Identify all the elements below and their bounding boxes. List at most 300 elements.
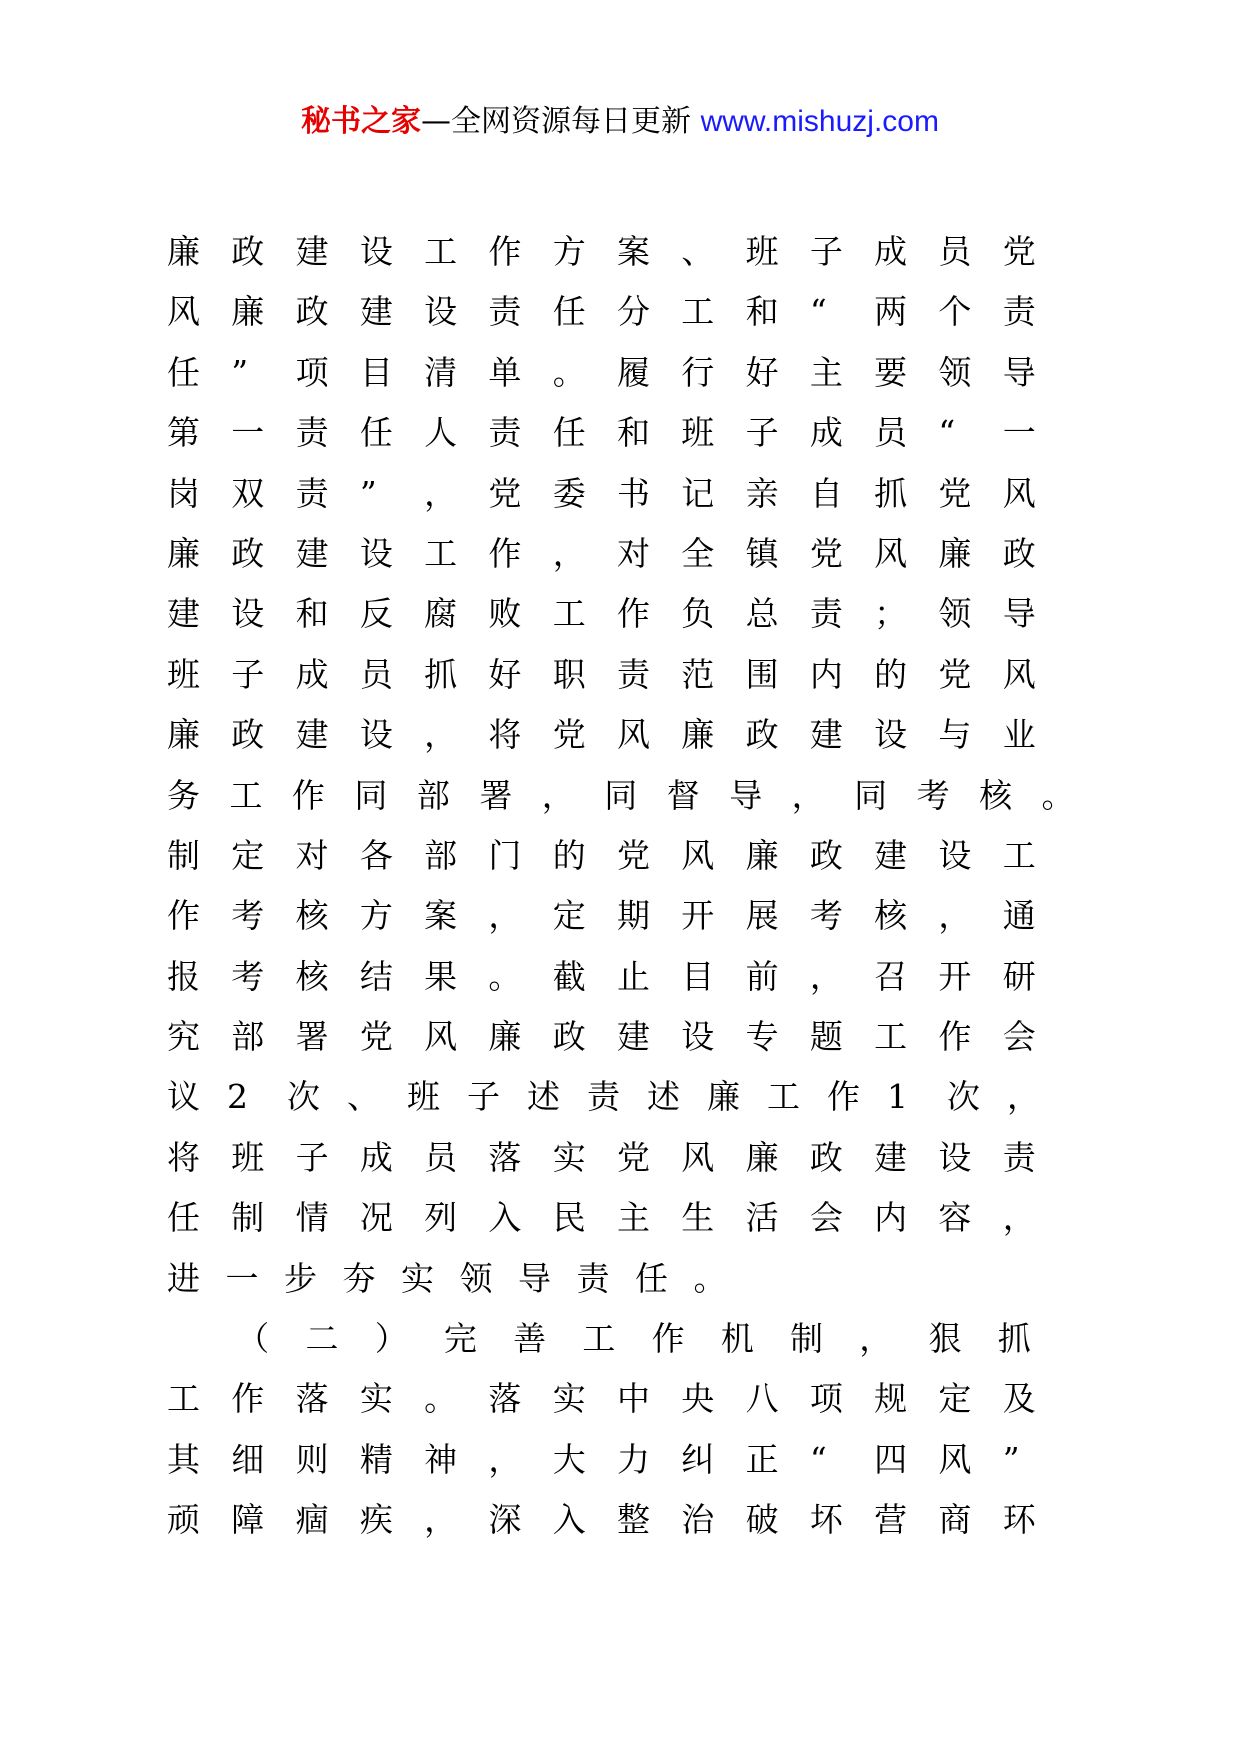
text-char: 署 [479,775,513,815]
text-char: ” [1002,1439,1020,1479]
text-char: 内 [874,1198,908,1238]
text-char: 廉 [231,292,265,332]
text-char: 班 [681,413,715,453]
text-char: 究 [167,1017,200,1057]
text-line [167,826,1067,886]
text-char: 会 [809,1198,843,1238]
text-line [167,947,1067,1007]
text-line [167,584,1067,644]
text-char: 抓 [997,1319,1031,1359]
text-char: 次 [287,1077,320,1117]
text-line [167,524,1067,584]
text-char: 岗 [167,473,200,513]
text-char: 实 [401,1258,434,1298]
text-char: 廉 [167,533,200,573]
text-char: 导 [1002,594,1036,634]
text-char: 制 [167,835,200,875]
text-char: 前 [745,956,779,996]
text-char: 展 [745,896,779,936]
text-char: 风 [681,1137,715,1177]
text-char: 及 [1002,1379,1036,1419]
text-char: 廉 [745,1137,779,1177]
text-char: 务 [167,775,200,815]
text-char: 抓 [424,654,458,694]
text-char: 政 [231,533,265,573]
text-char: 一 [225,1258,259,1298]
text-char: 会 [1002,1017,1036,1057]
text-char: 责 [809,594,843,634]
text-char: 工 [229,775,263,815]
text-char: 目 [359,352,393,392]
text-char: 建 [809,715,843,755]
text-char: 作 [617,594,650,634]
text-char: 考 [916,775,950,815]
text-char: 生 [681,1198,715,1238]
text-char: 两 [874,292,908,332]
text-char: 委 [552,473,586,513]
text-char: 风 [1002,654,1036,694]
text-char: 政 [809,835,843,875]
text-char: 范 [681,654,715,694]
text-char: 总 [745,594,779,634]
text-char: 镇 [745,533,779,573]
text-char: 亲 [745,473,779,513]
text-char: 治 [681,1500,715,1540]
text-char: 全 [681,533,715,573]
text-char: 建 [874,835,908,875]
text-char: 坏 [809,1500,843,1540]
text-char: 工 [874,1017,908,1057]
text-char: 核 [295,896,329,936]
text-line [167,1067,1067,1127]
text-char: 成 [874,232,908,271]
text-char: 纠 [681,1439,715,1479]
text-char: 导 [518,1258,551,1298]
text-line [167,1369,1067,1429]
text-char: 民 [552,1198,586,1238]
text-char: “ [938,413,956,453]
text-char: 方 [359,896,393,936]
text-char: 责 [295,473,329,513]
text-char: 工 [1002,835,1036,875]
text-char: 1 [887,1077,908,1117]
text-char: 党 [617,835,650,875]
text-char: 目 [681,956,715,996]
text-char: 召 [874,956,908,996]
text-char: 政 [809,1137,843,1177]
text-char: ， [1002,1198,1036,1238]
text-char: 制 [231,1198,265,1238]
text-char: 员 [874,413,908,453]
text-char: 考 [809,896,843,936]
text-char: 任 [167,352,200,392]
text-char: 同 [354,775,388,815]
text-char: 署 [295,1017,329,1057]
text-char: 建 [874,1137,908,1177]
text-char: 的 [874,654,908,694]
text-char: ， [424,1500,458,1540]
text-char: ， [541,775,575,815]
text-char: 项 [295,352,329,392]
text-char: 人 [424,413,458,453]
site-header [0,100,1240,144]
text-char: 神 [424,1439,458,1479]
text-char: 工 [552,594,586,634]
text-char: 门 [488,835,522,875]
text-char: 案 [424,896,458,936]
text-char: 一 [231,413,265,453]
text-line [167,1490,1067,1550]
text-char: 班 [167,654,200,694]
text-char: 廉 [707,1077,740,1117]
text-char: 双 [231,473,265,513]
text-char: 任 [635,1258,668,1298]
text-char: 作 [827,1077,860,1117]
text-char: 各 [359,835,393,875]
text-char: 设 [359,715,393,755]
text-char: 政 [231,232,265,271]
text-char: 建 [295,232,329,271]
text-char: 项 [809,1379,843,1419]
text-char: 风 [938,1439,972,1479]
text-char: 作 [488,533,522,573]
text-char: 导 [1002,352,1036,392]
text-char: 设 [231,594,265,634]
text-char: 作 [488,232,522,271]
text-char: 研 [1002,956,1036,996]
text-char: 记 [681,473,715,513]
text-char: 风 [681,835,715,875]
text-char: ， [938,896,972,936]
text-char: 廉 [167,715,200,755]
text-char: 定 [231,835,265,875]
text-char: 。 [424,1379,458,1419]
text-char: 工 [424,533,458,573]
text-char: 子 [295,1137,329,1177]
text-char: 夯 [342,1258,376,1298]
text-char: 成 [809,413,843,453]
text-char: 分 [617,292,650,332]
site-brand: 秘书之家 [301,104,422,139]
text-char: 进 [167,1258,200,1298]
site-tagline: —全网资源每日更新 [421,104,692,139]
text-char: 责 [1002,292,1036,332]
text-char: 建 [295,715,329,755]
text-char: 责 [488,292,522,332]
text-char: 围 [745,654,779,694]
text-char: 党 [552,715,586,755]
text-char: 子 [467,1077,500,1117]
text-char: 机 [720,1319,754,1359]
text-line [167,705,1067,765]
text-char: 工 [167,1379,200,1419]
text-char: 通 [1002,896,1036,936]
text-char: 步 [284,1258,317,1298]
text-char: 作 [231,1379,265,1419]
text-char: 正 [745,1439,779,1479]
text-char: 善 [513,1319,547,1359]
text-char: 环 [1002,1500,1036,1540]
text-char: 入 [552,1500,586,1540]
text-char: 议 [167,1077,200,1117]
text-char: 要 [874,352,908,392]
text-char: 履 [617,352,650,392]
text-char: 责 [488,413,522,453]
text-char: 单 [488,352,522,392]
text-char: 活 [745,1198,779,1238]
text-char: 好 [745,352,779,392]
text-char: （ [236,1319,270,1359]
text-char: 反 [359,594,393,634]
text-char: 其 [167,1439,200,1479]
text-char: 廉 [167,232,200,271]
text-char: 对 [617,533,650,573]
text-char: 顽 [167,1500,200,1540]
text-char: 廉 [745,835,779,875]
text-line [167,343,1067,403]
text-char: 落 [295,1379,329,1419]
text-line [167,766,1104,826]
text-char: 子 [231,654,265,694]
text-char: 定 [938,1379,972,1419]
text-char: 精 [359,1439,393,1479]
text-char: 八 [745,1379,779,1419]
text-char: “ [809,1439,827,1479]
text-char: ， [791,775,825,815]
text-line [167,1309,1067,1369]
text-char: 结 [359,956,393,996]
text-char: 实 [552,1137,586,1177]
text-char: 党 [938,654,972,694]
text-line [167,1128,1067,1188]
text-char: 四 [874,1439,908,1479]
text-char: 次 [947,1077,980,1117]
text-char: 部 [231,1017,265,1057]
text-line [167,1007,1067,1067]
text-char: 截 [552,956,586,996]
text-char: 作 [938,1017,972,1057]
text-char: 作 [167,896,200,936]
text-char: 成 [359,1137,393,1177]
text-char: 细 [231,1439,265,1479]
text-char: 行 [681,352,715,392]
text-char: 力 [617,1439,650,1479]
text-char: 一 [1002,413,1036,453]
text-char: ， [809,956,843,996]
text-char: 方 [552,232,586,271]
text-char: 报 [167,956,200,996]
text-char [167,1309,236,1369]
text-char: ， [424,715,458,755]
text-char: 的 [552,835,586,875]
text-char: 。 [1041,775,1075,815]
text-char: 党 [938,473,972,513]
text-char: 风 [424,1017,458,1057]
text-char: 负 [681,594,715,634]
text-char: 责 [587,1077,620,1117]
text-char: 设 [681,1017,715,1057]
text-char: ； [874,594,908,634]
text-char: ， [424,473,458,513]
text-char: ， [1007,1077,1040,1117]
text-line [167,1188,1067,1248]
text-char: 廉 [488,1017,522,1057]
text-char: 述 [527,1077,560,1117]
text-char: 专 [745,1017,779,1057]
text-line [167,222,1067,282]
text-char: 开 [681,896,715,936]
text-char: 部 [416,775,450,815]
text-char: 子 [745,413,779,453]
text-char: 部 [424,835,458,875]
text-char: 党 [488,473,522,513]
text-char: ， [552,533,586,573]
text-char: 考 [231,956,265,996]
text-char: 实 [359,1379,393,1419]
text-char: 督 [666,775,700,815]
text-char: 二 [305,1319,339,1359]
text-char: 廉 [681,715,715,755]
text-char: 实 [552,1379,586,1419]
text-line [167,1430,1067,1490]
text-line [167,403,1067,463]
text-char: 书 [617,473,650,513]
text-char: 和 [295,594,329,634]
text-char: 落 [488,1137,522,1177]
text-char: 整 [617,1500,650,1540]
text-char: 建 [295,533,329,573]
text-char: 营 [874,1500,908,1540]
text-char: 同 [854,775,888,815]
text-char: 工 [582,1319,616,1359]
text-char: 则 [295,1439,329,1479]
text-char: 期 [617,896,650,936]
text-char: 工 [424,232,458,271]
text-char: 对 [295,835,329,875]
text-char: 廉 [938,533,972,573]
text-char: 业 [1002,715,1036,755]
text-char: 风 [617,715,650,755]
text-char: 党 [617,1137,650,1177]
text-char: 。 [693,1258,727,1298]
text-char: 领 [459,1258,493,1298]
text-char: 同 [604,775,638,815]
text-char: 考 [231,896,265,936]
text-char: 设 [424,292,458,332]
text-char: 、 [681,232,715,271]
text-char: ， [859,1319,893,1359]
text-char: 责 [576,1258,610,1298]
text-char: 政 [552,1017,586,1057]
text-char: 果 [424,956,458,996]
text-char: 风 [874,533,908,573]
text-char: 完 [443,1319,477,1359]
text-char: 案 [617,232,650,271]
text-char: 况 [359,1198,393,1238]
text-char: 班 [407,1077,440,1117]
text-char: 作 [651,1319,685,1359]
text-line [167,645,1067,705]
text-char: 任 [552,292,586,332]
text-char: 第 [167,413,200,453]
text-char: 班 [231,1137,265,1177]
text-char: 设 [874,715,908,755]
text-char: 容 [938,1198,972,1238]
text-char: 商 [938,1500,972,1540]
text-char: 破 [745,1500,779,1540]
text-char: 导 [729,775,763,815]
text-char: 清 [424,352,458,392]
text-char: 障 [231,1500,265,1540]
text-char: 央 [681,1379,715,1419]
text-char: 情 [295,1198,329,1238]
text-char: 子 [809,232,843,271]
text-char: 疾 [359,1500,393,1540]
text-char: 落 [488,1379,522,1419]
text-char: 党 [1002,232,1036,271]
text-char: 班 [745,232,779,271]
text-char: 痼 [295,1500,329,1540]
text-char: 职 [552,654,586,694]
text-char: 大 [552,1439,586,1479]
text-char: ， [488,1439,522,1479]
text-char: 列 [424,1198,458,1238]
text-char: ） [374,1319,408,1359]
text-char: 定 [552,896,586,936]
text-char: 核 [295,956,329,996]
text-char: 自 [809,473,843,513]
text-char: 员 [359,654,393,694]
text-char: 党 [809,533,843,573]
text-char: 责 [295,413,329,453]
text-line [167,1249,1067,1309]
text-char: 作 [291,775,325,815]
text-char: 狠 [928,1319,962,1359]
text-char: 建 [167,594,200,634]
text-char: 主 [809,352,843,392]
text-char: ， [488,896,522,936]
text-char: 员 [424,1137,458,1177]
text-char: 设 [938,1137,972,1177]
site-url[interactable]: www.mishuzj.com [700,105,939,138]
text-char: 内 [809,654,843,694]
text-char: 和 [617,413,650,453]
text-char: 腐 [424,594,458,634]
text-char: 员 [938,232,972,271]
text-char: 个 [938,292,972,332]
text-char: 责 [1002,1137,1036,1177]
text-line [167,886,1067,946]
text-char: 制 [790,1319,824,1359]
text-char: 风 [1002,473,1036,513]
text-char: 设 [359,232,393,271]
text-char: 将 [488,715,522,755]
text-char: 述 [647,1077,680,1117]
text-char: 设 [359,533,393,573]
text-char: 好 [488,654,522,694]
text-char: 建 [359,292,393,332]
text-char: 入 [488,1198,522,1238]
text-char: 核 [874,896,908,936]
text-char: 深 [488,1500,522,1540]
text-char: 败 [488,594,522,634]
text-line [167,464,1067,524]
text-char: 和 [745,292,779,332]
text-char: 任 [167,1198,200,1238]
text-char: 工 [767,1077,800,1117]
text-char: 领 [938,352,972,392]
text-char: 中 [617,1379,650,1419]
